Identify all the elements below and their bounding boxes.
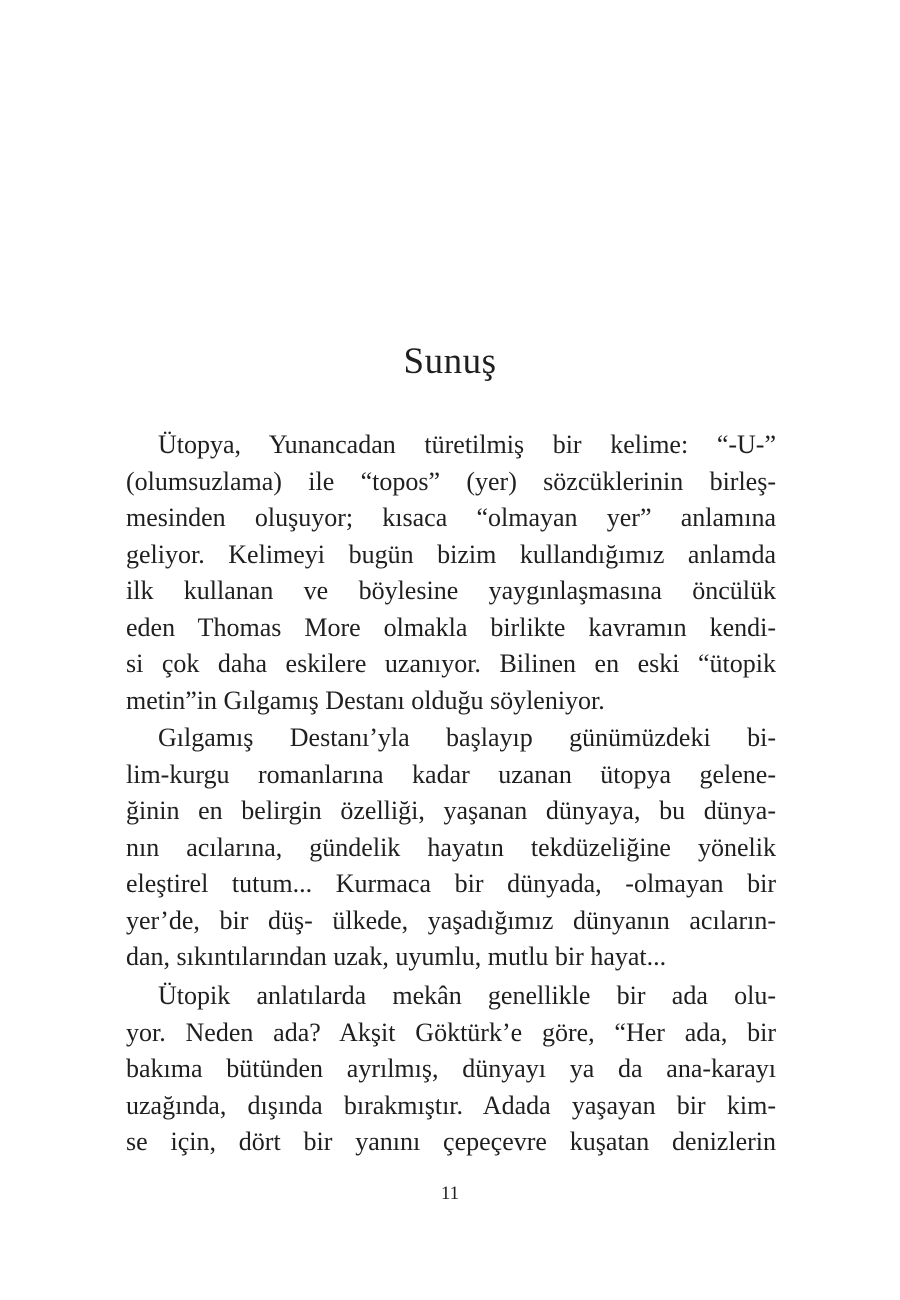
text-line: nın acılarına, gündelik hayatın tekdüzeliğine yönelik	[126, 832, 776, 862]
text-line: dan, sıkıntılarından uzak, uyumlu, mutlu bir hayat...	[126, 942, 667, 971]
paragraph-1	[126, 427, 776, 719]
text-line: lim-kurgu romanlarına kadar uzanan ütopya gelene-	[126, 759, 776, 789]
text-line: Gılgamış Destanı’yla başlayıp günümüzdeki bi-	[158, 723, 776, 752]
text-line: (olumsuzlama) ile “topos” (yer) sözcüklerinin birleş-	[126, 466, 776, 496]
text-line: se için, dört bir yanını çepeçevre kuşatan denizlerin	[126, 1127, 776, 1156]
text-line: si çok daha eskilere uzanıyor. Bilinen en eski “ütopik	[126, 649, 776, 678]
text-line: eden Thomas More olmakla birlikte kavramın kendi-	[126, 612, 776, 642]
paragraph-2	[126, 720, 776, 976]
text-line: uzağında, dışında bırakmıştır. Adada yaşayan bir kim-	[126, 1090, 776, 1120]
text-line: metin”in Gılgamış Destanı olduğu söyleniyor.	[126, 685, 605, 715]
paragraph-3	[126, 978, 776, 1161]
text-line: geliyor. Kelimeyi bugün bizim kullandığımız anlamda	[126, 539, 776, 569]
text-line: yor. Neden ada? Akşit Göktürk’e göre, “Her ada, bir	[126, 1017, 776, 1047]
text-line: Ütopya, Yunancadan türetilmiş bir kelime: “-U-”	[158, 430, 776, 459]
text-line: mesinden oluşuyor; kısaca “olmayan yer” anlamına	[126, 503, 776, 532]
text-line: yer’de, bir düş- ülkede, yaşadığımız dünyanın acıların-	[126, 905, 776, 935]
page-title: Sunuş	[403, 341, 497, 382]
page-number: 11	[440, 1183, 460, 1204]
text-line: ğinin en belirgin özelliği, yaşanan dünyaya, bu dünya-	[126, 796, 776, 825]
text-line: eleştirel tutum... Kurmaca bir dünyada, -olmayan bir	[126, 869, 776, 898]
text-line: bakıma bütünden ayrılmış, dünyayı ya da ana-karayı	[126, 1054, 776, 1083]
text-line: Ütopik anlatılarda mekân genellikle bir ada olu-	[158, 981, 776, 1010]
text-line: ilk kullanan ve böylesine yaygınlaşmasına öncülük	[126, 576, 776, 605]
